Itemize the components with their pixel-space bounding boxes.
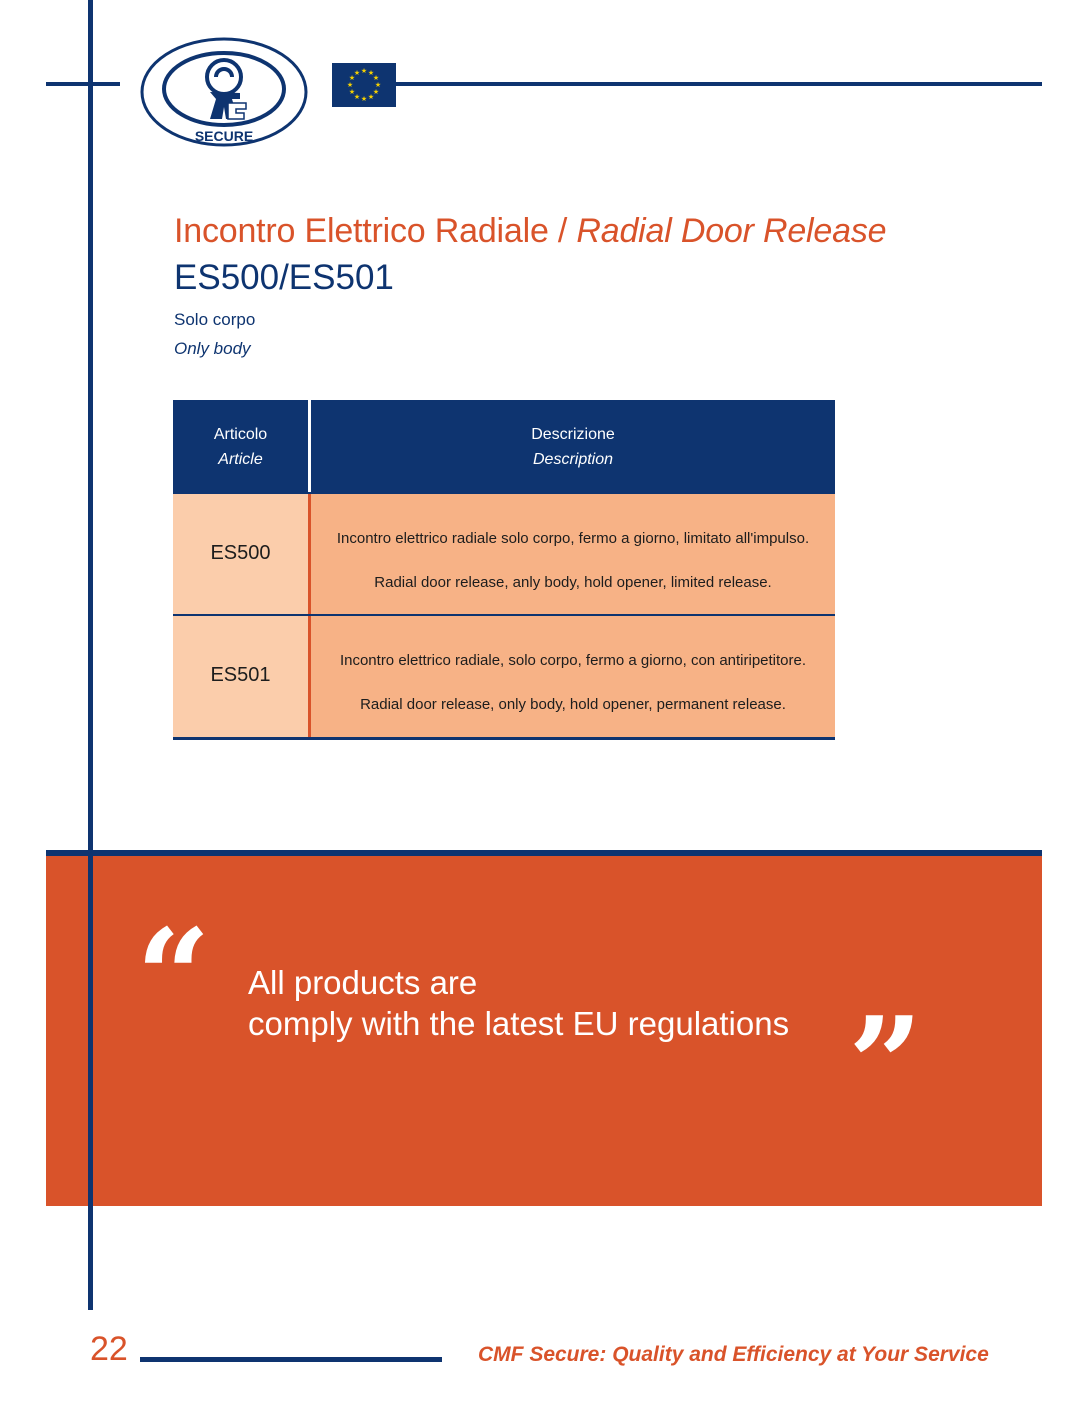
article-code: ES501 (210, 664, 271, 686)
svg-text:★: ★ (346, 81, 354, 89)
footer-tagline: CMF Secure: Quality and Efficiency at Your Service (478, 1343, 989, 1366)
svg-text:★: ★ (374, 81, 382, 89)
description-it: Incontro elettrico radiale, solo corpo, fermo a giorno, con antiripetitore. (339, 652, 807, 669)
banner-quote (248, 962, 789, 1044)
svg-text:★: ★ (367, 69, 375, 77)
top-rule-right (396, 82, 1042, 86)
product-title-en: Radial Door Release (576, 212, 887, 250)
close-quote-icon: ” (848, 988, 923, 1141)
product-title (174, 212, 886, 251)
header-article-it: Articolo (213, 426, 268, 443)
svg-text:★: ★ (372, 88, 380, 96)
top-rule-left (46, 82, 120, 86)
header-description (311, 400, 835, 492)
footer-rule (140, 1357, 442, 1362)
subtitle-it: Solo corpo (174, 310, 256, 329)
svg-text:★: ★ (367, 93, 375, 101)
table-row-article (173, 616, 308, 737)
svg-text:★: ★ (372, 74, 380, 82)
left-vertical-rule-overlay (88, 850, 93, 1310)
svg-text:★: ★ (348, 74, 356, 82)
subtitle-en: Only body (174, 339, 251, 358)
svg-text:SECURE: SECURE (194, 128, 254, 144)
open-quote-icon: “ (136, 900, 211, 1053)
eu-flag-icon (332, 63, 396, 107)
banner-line-2: comply with the latest EU regulations (248, 1005, 790, 1042)
table-bottom-border (173, 737, 835, 740)
product-model: ES500/ES501 (174, 258, 394, 297)
svg-text:★: ★ (353, 69, 361, 77)
header-article-en: Article (218, 451, 263, 468)
description-it: Incontro elettrico radiale solo corpo, fermo a giorno, limitato all'impulso. (336, 530, 810, 547)
header-description-en: Description (532, 451, 614, 468)
header-description-it: Descrizione (531, 426, 615, 443)
svg-text:★: ★ (348, 88, 356, 96)
table-row-description (311, 616, 835, 737)
table-row-article (173, 494, 308, 614)
svg-text:★: ★ (360, 95, 368, 103)
page-number: 22 (90, 1330, 128, 1368)
svg-text:★: ★ (353, 93, 361, 101)
header-article (173, 400, 308, 492)
cmf-secure-logo (140, 37, 308, 147)
svg-text:★: ★ (360, 67, 368, 75)
product-title-it: Incontro Elettrico Radiale / (174, 212, 577, 250)
banner-line-1: All products are (248, 964, 478, 1001)
description-en: Radial door release, only body, hold opener, permanent release. (360, 696, 786, 713)
product-table (173, 400, 835, 740)
table-row-description (311, 494, 835, 614)
description-en: Radial door release, anly body, hold opener, limited release. (374, 574, 772, 591)
article-code: ES500 (210, 542, 271, 564)
